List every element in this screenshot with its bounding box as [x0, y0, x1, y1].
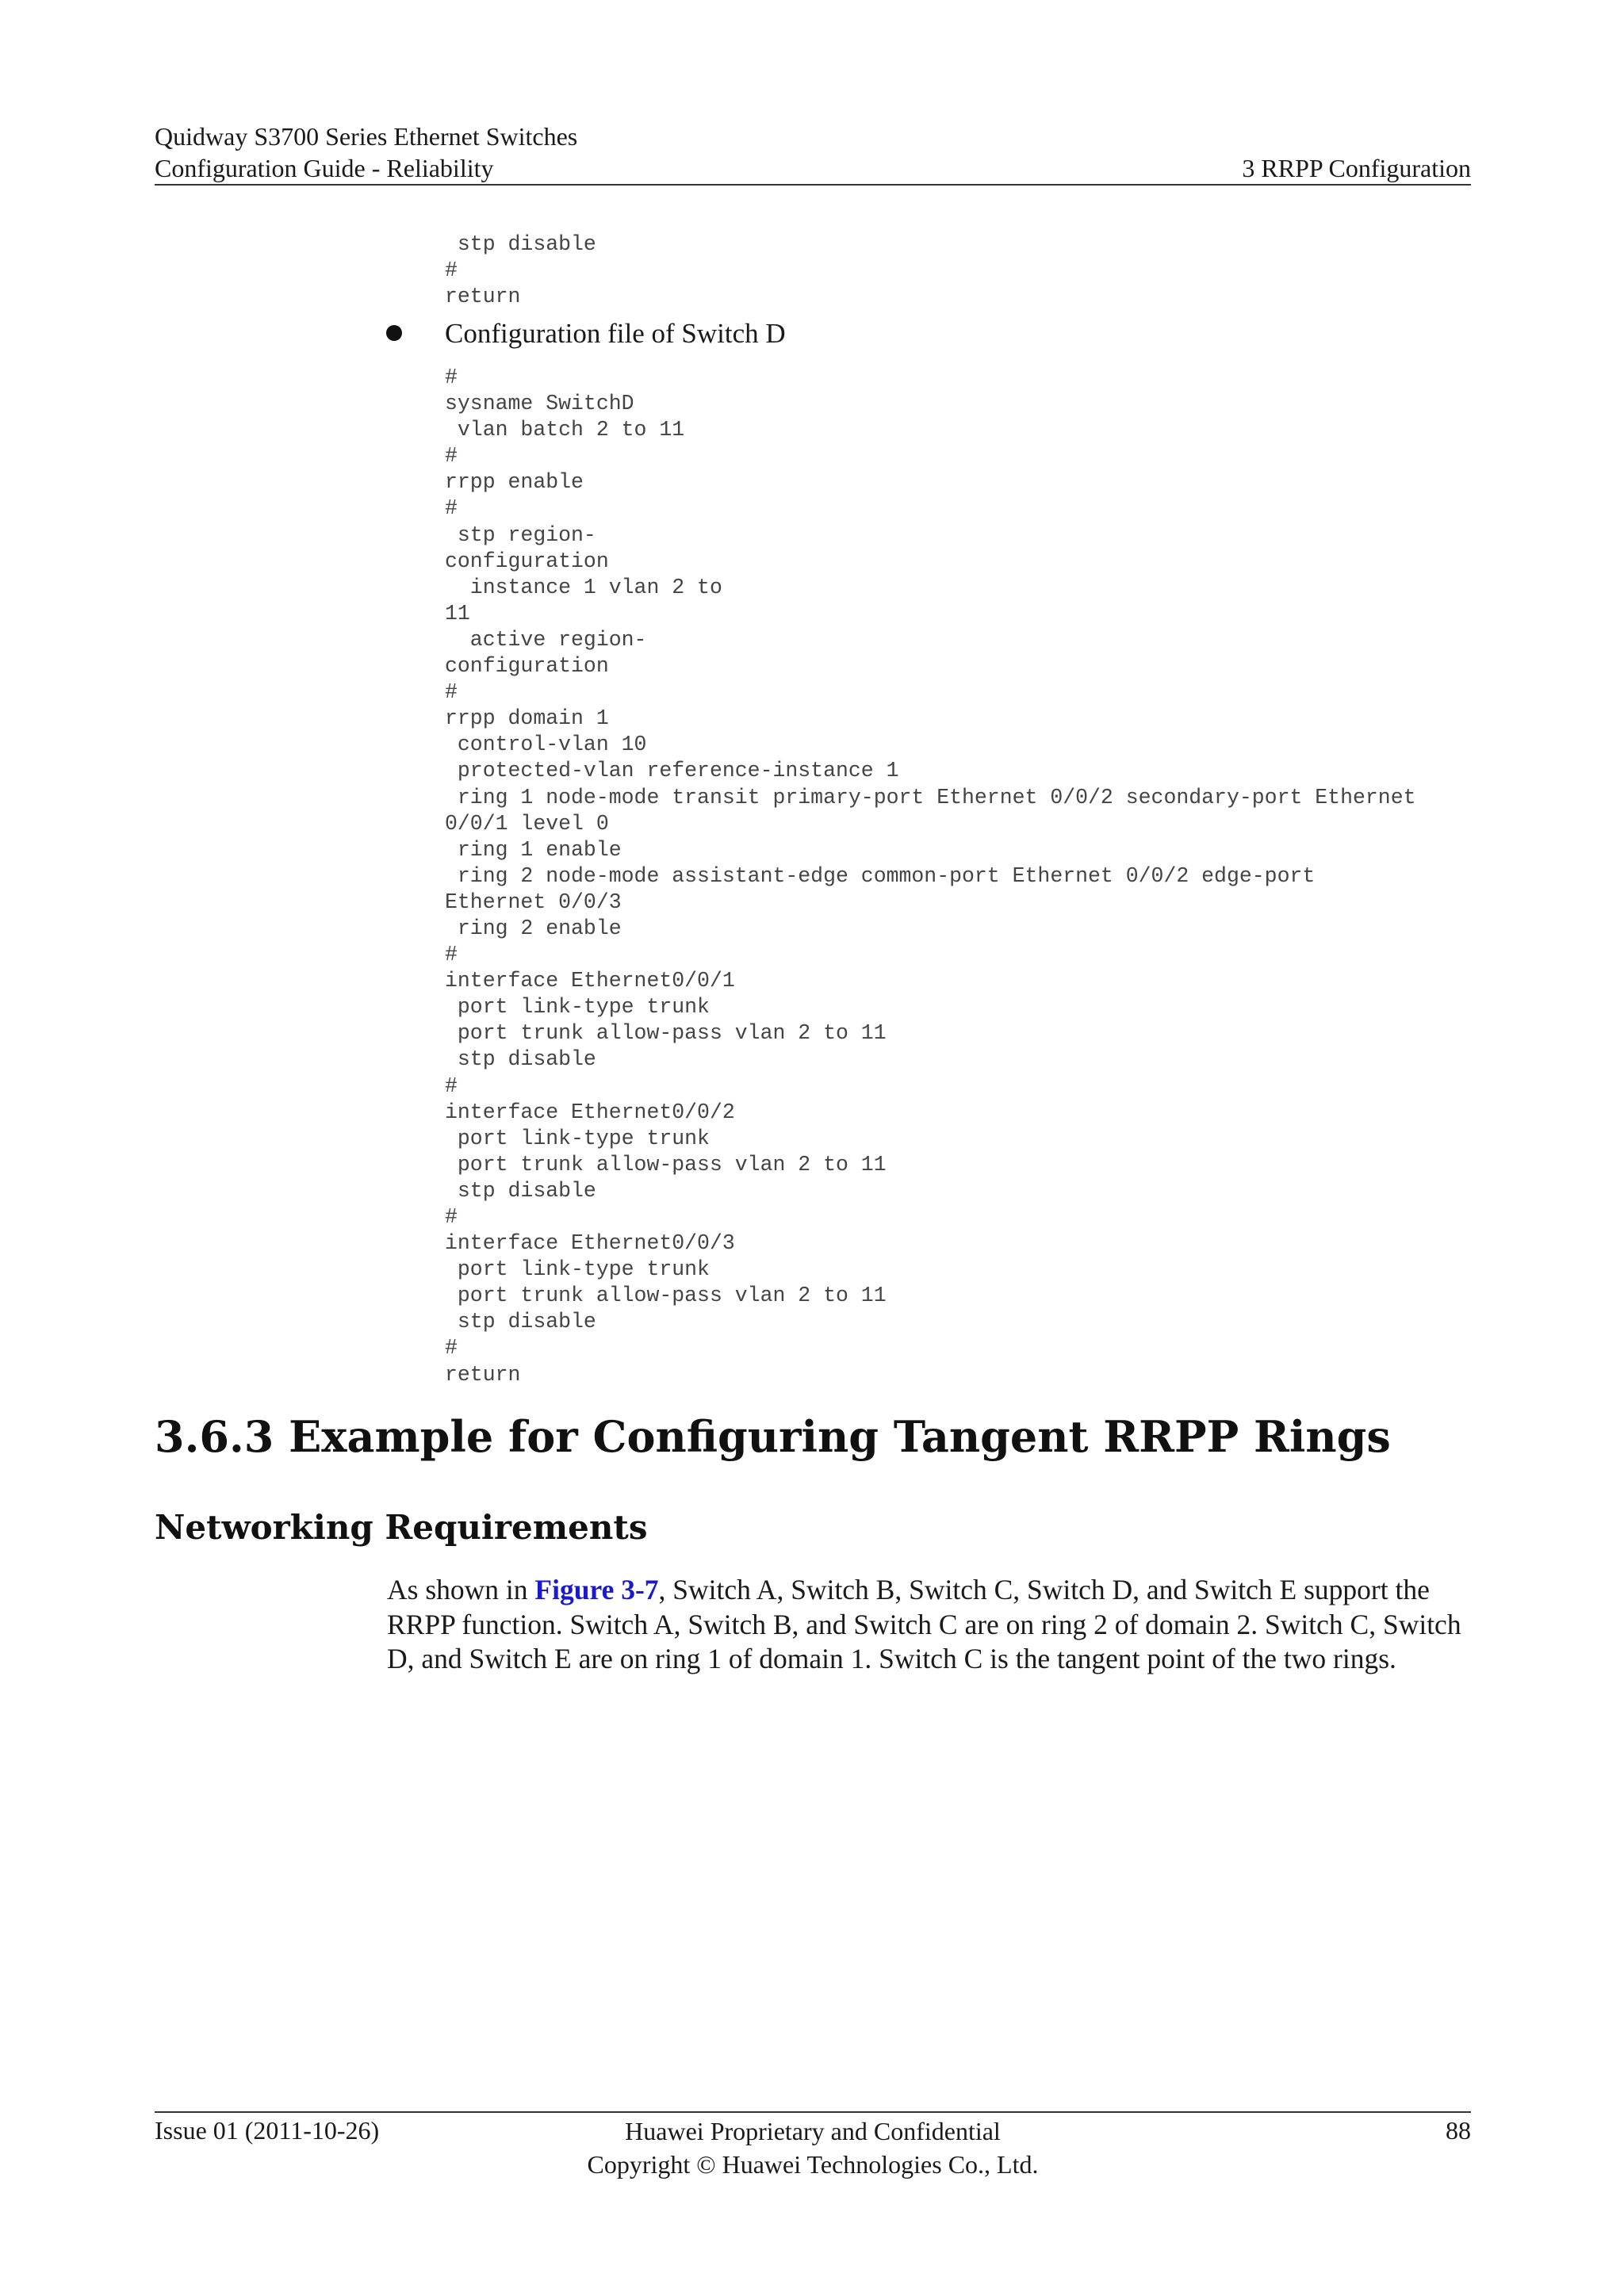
code-block-continuation [445, 232, 596, 310]
code-line: active region- [445, 627, 647, 652]
header-chapter-name: 3 RRPP Configuration [1242, 154, 1471, 182]
code-line: configuration [445, 654, 609, 679]
code-line: # [445, 1073, 458, 1098]
page-footer [155, 2111, 1471, 2183]
code-line: # [445, 258, 458, 283]
code-line: ring 1 enable [445, 837, 622, 862]
code-line: port trunk allow-pass vlan 2 to 11 [445, 1152, 887, 1177]
code-line: rrpp enable [445, 470, 584, 495]
code-line: # [445, 1336, 458, 1360]
footer-issue: Issue 01 (2011-10-26) [155, 2116, 380, 2145]
code-line: instance 1 vlan 2 to [445, 575, 722, 599]
code-line: # [445, 1205, 458, 1229]
code-line: port trunk allow-pass vlan 2 to 11 [445, 1284, 887, 1308]
code-line: # [445, 943, 458, 967]
footer-confidential: Huawei Proprietary and Confidential [625, 2117, 1001, 2145]
code-line: port link-type trunk [445, 1126, 710, 1150]
code-line: stp disable [445, 1310, 596, 1334]
code-line: return [445, 1362, 521, 1387]
code-line: stp disable [445, 1047, 596, 1072]
code-line: protected-vlan reference-instance 1 [445, 759, 899, 783]
figure-reference-link[interactable]: Figure 3-7 [534, 1574, 659, 1605]
footer-copyright: Copyright © Huawei Technologies Co., Ltd. [587, 2150, 1039, 2179]
code-line: rrpp domain 1 [445, 706, 609, 731]
code-line: port link-type trunk [445, 1257, 710, 1282]
code-line: stp disable [445, 232, 596, 256]
code-line: 0/0/1 level 0 [445, 811, 609, 836]
bullet-dot [386, 325, 402, 341]
code-line: 11 [445, 601, 470, 626]
code-line: control-vlan 10 [445, 733, 647, 757]
code-line: # [445, 680, 458, 705]
code-line: Ethernet 0/0/3 [445, 890, 622, 914]
code-line: port link-type trunk [445, 995, 710, 1020]
code-line: # [445, 496, 458, 521]
code-line: # [445, 444, 458, 469]
code-line: interface Ethernet0/0/1 [445, 969, 735, 993]
code-line: sysname SwitchD [445, 392, 634, 416]
bullet-config-file-label: Configuration file of Switch D [445, 318, 786, 349]
code-line: ring 2 node-mode assistant-edge common-port Ethernet 0/0/2 edge-port [445, 863, 1316, 888]
subsection-title: Networking Requirements [155, 1508, 648, 1547]
code-line: return [445, 285, 521, 309]
networking-requirements-paragraph [387, 1573, 1473, 1677]
code-line: port trunk allow-pass vlan 2 to 11 [445, 1021, 887, 1046]
code-line: interface Ethernet0/0/3 [445, 1231, 735, 1256]
code-line: ring 1 node-mode transit primary-port Ethernet 0/0/2 secondary-port Ethernet [445, 785, 1416, 809]
page-header [155, 121, 1471, 186]
header-guide-name: Configuration Guide - Reliability [155, 154, 494, 182]
code-line: # [445, 365, 458, 389]
code-line: configuration [445, 549, 609, 573]
code-line: vlan batch 2 to 11 [445, 418, 685, 442]
code-block-switchd-config [445, 365, 1416, 1388]
header-product-name: Quidway S3700 Series Ethernet Switches [155, 122, 578, 151]
paragraph-text-before-link: As shown in [387, 1574, 535, 1605]
code-line: stp disable [445, 1178, 596, 1203]
code-line: interface Ethernet0/0/2 [445, 1100, 735, 1124]
footer-page-number: 88 [1446, 2116, 1471, 2145]
section-title: 3.6.3 Example for Configuring Tangent RRPP Rings [155, 1411, 1391, 1462]
code-line: stp region- [445, 522, 596, 547]
paragraph-text-after-link: , Switch A, Switch B, Switch C, Switch D, and Switch E support the RRPP function. Switch A, Switch B, and Switch C are on ring 2 of domain 2. Switch C, Switch D, and Switch E are on ring 1 of domain 1. Switch C is the tangent point of the two rings. [387, 1574, 1461, 1674]
code-line: ring 2 enable [445, 916, 622, 940]
